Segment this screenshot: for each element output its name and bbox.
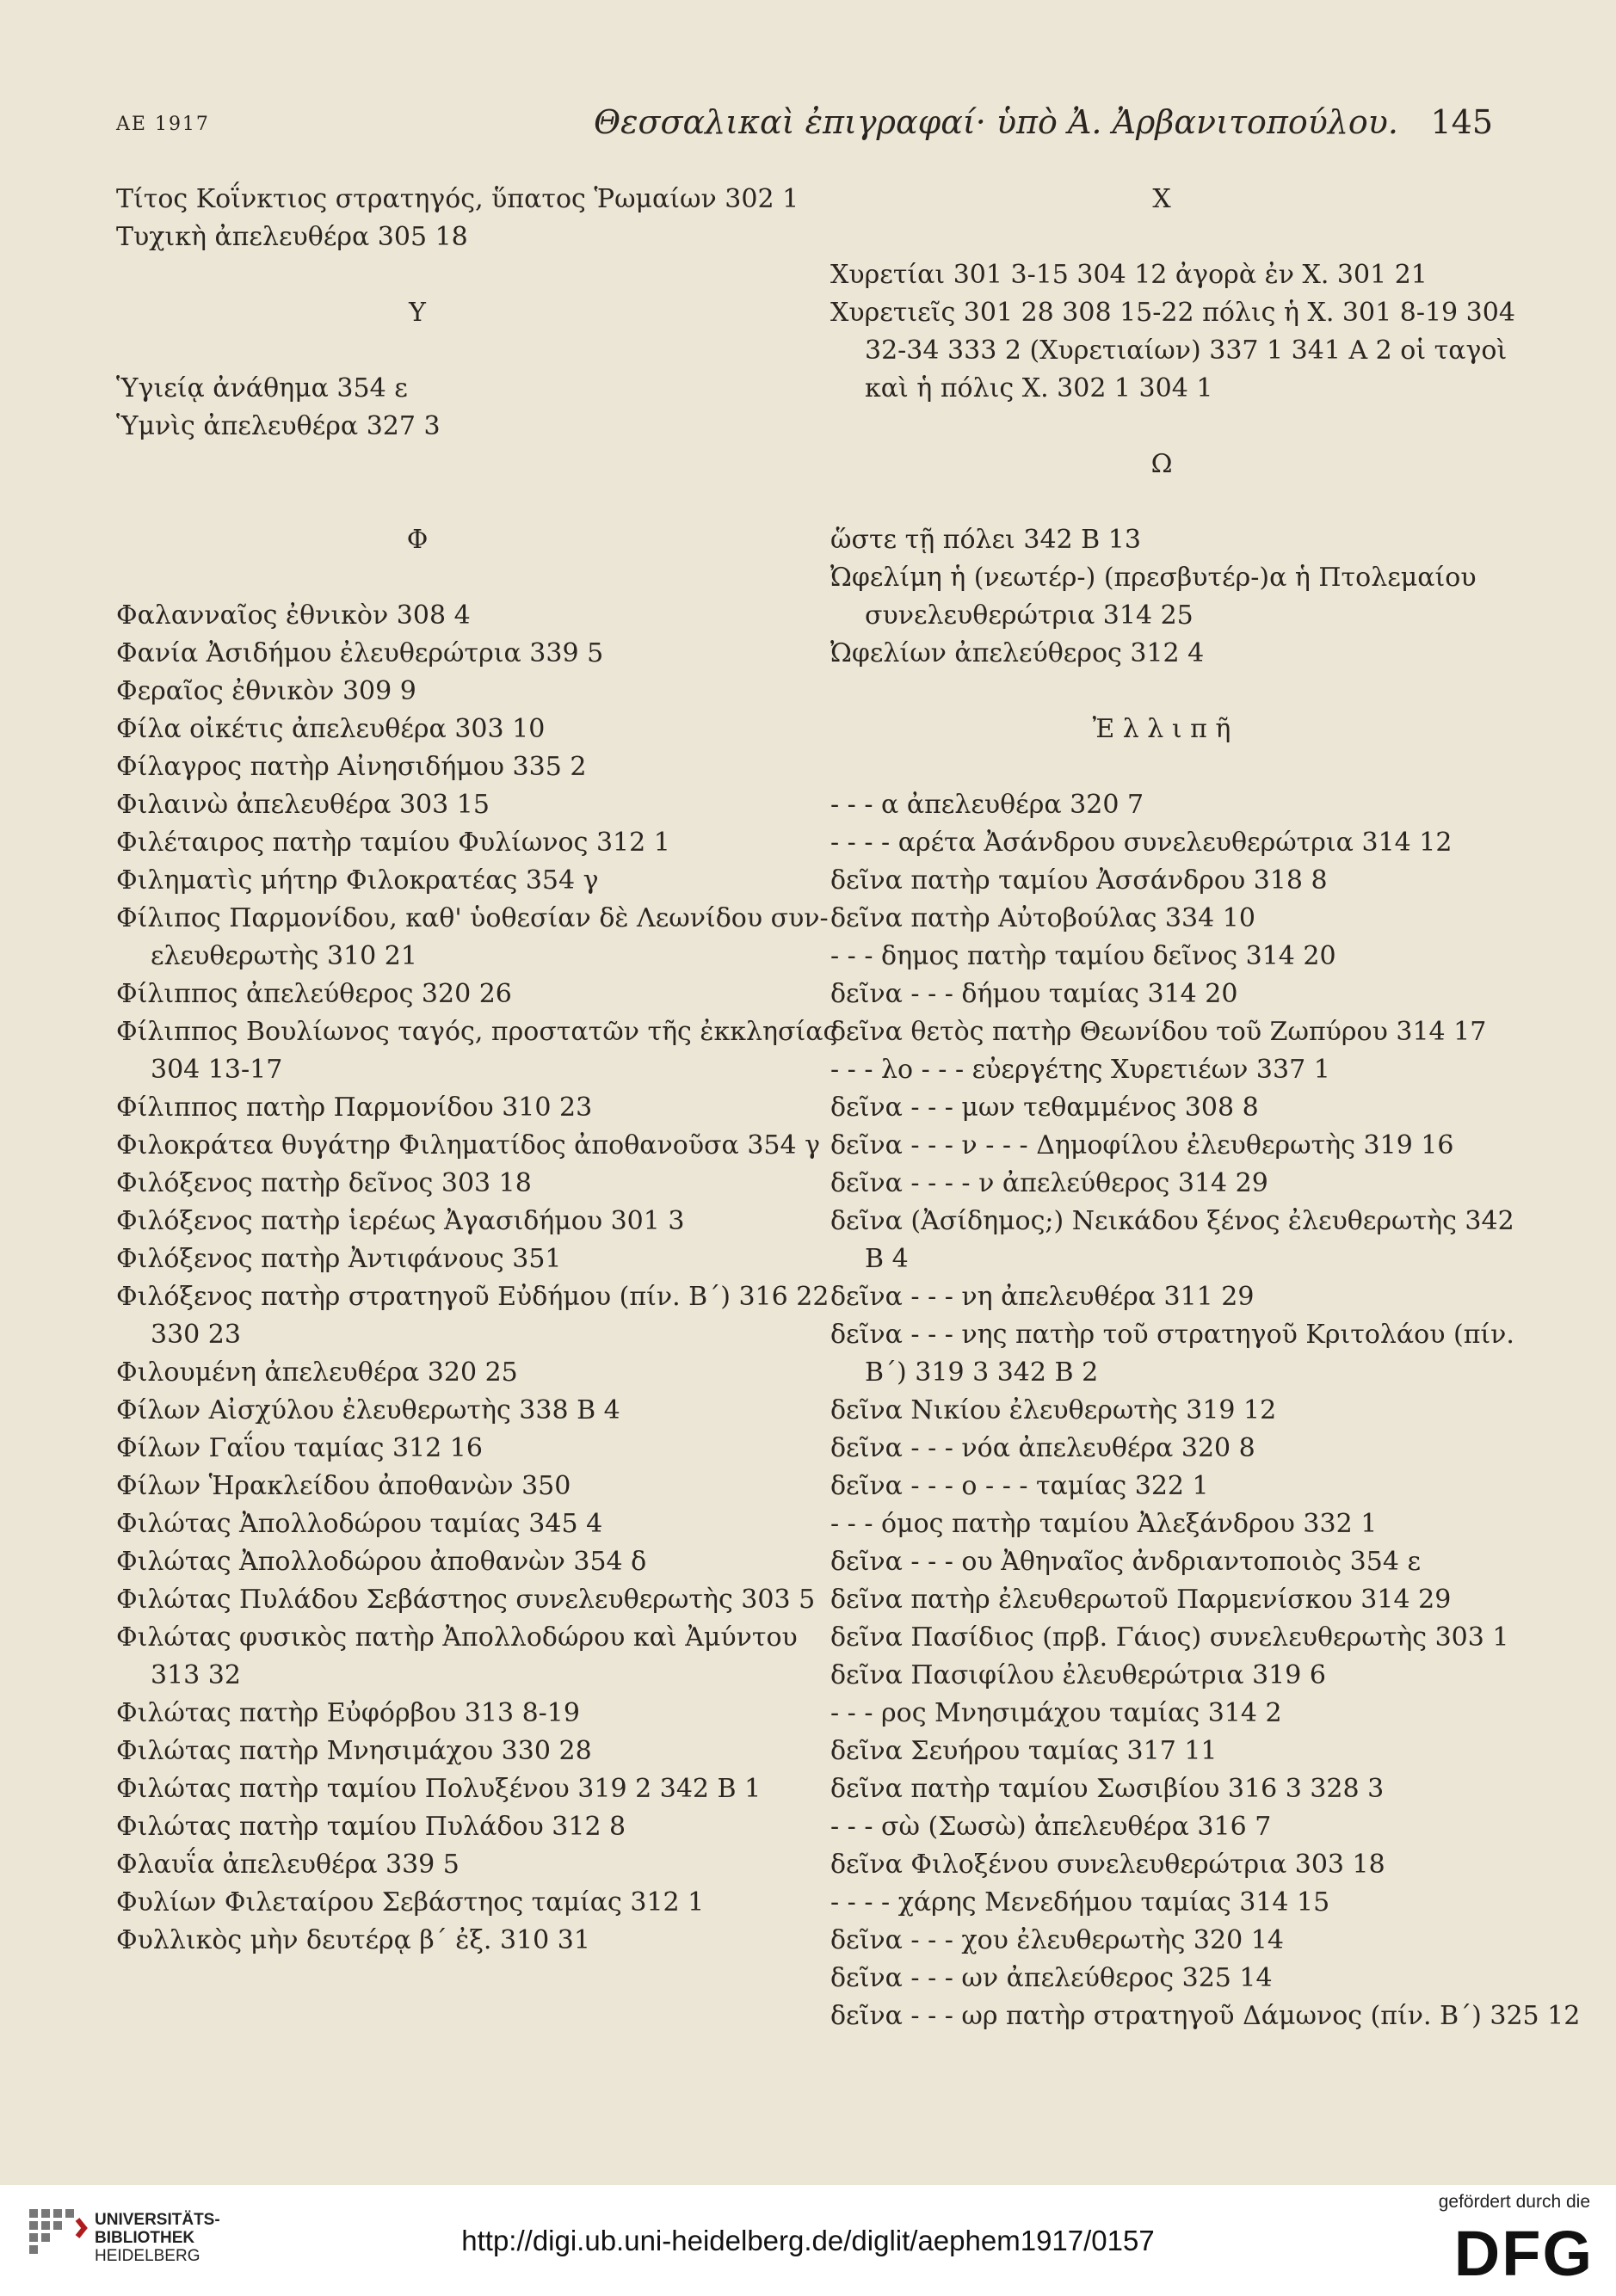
index-entry: δεῖνα πατὴρ ἐλευθερωτοῦ Παρμενίσκου 314 29 xyxy=(830,1585,1452,1615)
index-entry: Φλαυΐα ἀπελευθέρα 339 5 xyxy=(116,1850,460,1880)
index-entry: Ὠφελίων ἀπελεύθερος 312 4 xyxy=(830,638,1205,668)
section-letter-heading: Φ xyxy=(406,525,429,555)
index-entry: - - - - αρέτα Ἀσάνδρου συνελευθερώτρια 314 12 xyxy=(830,828,1453,858)
index-entry: - - - α ἀπελευθέρα 320 7 xyxy=(830,790,1144,820)
index-entry: Φιλώτας πατὴρ Εὐφόρβου 313 8-19 xyxy=(116,1698,580,1728)
index-entry: - - - σὼ (Σωσὼ) ἀπελευθέρα 316 7 xyxy=(830,1812,1272,1842)
index-entry: Φιλόξενος πατὴρ στρατηγοῦ Εὐδήμου (πίν. Β΄) 316 22 xyxy=(116,1282,830,1312)
spacer xyxy=(116,559,856,597)
spacer xyxy=(830,673,1510,711)
index-entry: Τίτος Κοΐνκτιος στρατηγός, ὕπατος Ῥωμαίων 302 1 xyxy=(116,184,799,214)
index-entry: δεῖνα Νικίου ἐλευθερωτὴς 319 12 xyxy=(830,1395,1277,1425)
index-entry: Φίλαγρος πατὴρ Αἰνησιδήμου 335 2 xyxy=(116,752,587,782)
section-letter-heading: Χ xyxy=(1152,184,1171,214)
index-entry: ὥστε τῇ πόλει 342 Β 13 xyxy=(830,525,1141,555)
index-entry: συνελευθερώτρια 314 25 xyxy=(865,600,1193,631)
index-entry: δεῖνα πατὴρ Αὐτοβούλας 334 10 xyxy=(830,903,1255,933)
index-entry: δεῖνα (Ἀσίδημος;) Νεικάδου ξένος ἐλευθερωτὴς 342 xyxy=(830,1206,1514,1236)
index-entry: Φιληματὶς μήτηρ Φιλοκρατέας 354 γ xyxy=(116,865,599,896)
spacer xyxy=(116,256,856,294)
index-entry: Φιλόξενος πατὴρ Ἀντιφάνους 351 xyxy=(116,1244,562,1274)
page-number: 145 xyxy=(1430,103,1493,141)
index-entry: Φίλιππος ἀπελεύθερος 320 26 xyxy=(116,979,512,1009)
index-entry: Φιλώτας πατὴρ ταμίου Πολυξένου 319 2 342 Β 1 xyxy=(116,1774,762,1804)
index-entry: Φαλανναῖος ἐθνικὸν 308 4 xyxy=(116,600,471,631)
index-entry: Ὠφελίμη ἡ (νεωτέρ-) (πρεσβυτέρ-)α ἡ Πτολεμαίου xyxy=(830,563,1477,593)
index-entry: Φυλίων Φιλεταίρου Σεβάστηος ταμίας 312 1 xyxy=(116,1887,705,1917)
index-entry: δεῖνα Πασίδιος (πρβ. Γάιος) συνελευθερωτὴς 303 1 xyxy=(830,1622,1509,1653)
index-entry: δεῖνα - - - νη ἀπελευθέρα 311 29 xyxy=(830,1282,1255,1312)
index-entry: Φιλοκράτεα θυγάτηρ Φιληματίδος ἀποθανοῦσα 354 γ xyxy=(116,1130,821,1160)
ub-line-2: BIBLIOTHEK xyxy=(95,2229,195,2247)
ub-line-3: HEIDELBERG xyxy=(95,2247,200,2265)
index-entry: 313 32 xyxy=(151,1660,241,1690)
index-entry: 330 23 xyxy=(151,1320,241,1350)
index-entry: Φιλουμένη ἀπελευθέρα 320 25 xyxy=(116,1357,518,1388)
index-entry: δεῖνα - - - νόα ἀπελευθέρα 320 8 xyxy=(830,1433,1255,1463)
index-entry: - - - όμος πατὴρ ταμίου Ἀλεξάνδρου 332 1 xyxy=(830,1509,1378,1539)
index-entry: δεῖνα πατὴρ ταμίου Ἀσσάνδρου 318 8 xyxy=(830,865,1328,896)
running-title: Θεσσαλικαὶ ἐπιγραφαί· ὑπὸ Ἀ. Ἀρβανιτοπούλου. xyxy=(594,103,1398,141)
footer-bar xyxy=(0,2185,1616,2296)
funding-label: gefördert durch die xyxy=(1438,2192,1590,2212)
index-entry: - - - λο - - - εὐεργέτης Χυρετιέων 337 1 xyxy=(830,1055,1330,1085)
index-entry: - - - ρος Μνησιμάχου ταμίας 314 2 xyxy=(830,1698,1282,1728)
index-entry: δεῖνα - - - ου Ἀθηναῖος ἀνδριαντοποιὸς 354 ε xyxy=(830,1547,1422,1577)
spacer xyxy=(116,483,856,521)
index-entry: Β΄) 319 3 342 Β 2 xyxy=(865,1357,1099,1388)
index-entry: δεῖνα - - - ν - - - Δημοφίλου ἐλευθερωτὴς 319 16 xyxy=(830,1130,1454,1160)
index-entry: δεῖνα - - - μων τεθαμμένος 308 8 xyxy=(830,1093,1259,1123)
index-entry: Φίλα οἰκέτις ἀπελευθέρα 303 10 xyxy=(116,714,546,744)
index-entry: Φιλαινὼ ἀπελευθέρα 303 15 xyxy=(116,790,490,820)
section-letter-heading: Υ xyxy=(409,298,426,328)
index-entry: ελευθερωτὴς 310 21 xyxy=(151,941,417,971)
index-entry: Ὑμνὶς ἀπελευθέρα 327 3 xyxy=(116,411,441,441)
index-entry: δεῖνα θετὸς πατὴρ Θεωνίδου τοῦ Ζωπύρου 314 17 xyxy=(830,1017,1487,1047)
index-entry: 32-34 333 2 (Χυρετιαίων) 337 1 341 Α 2 οἱ ταγοὶ xyxy=(865,335,1508,366)
index-entry: καὶ ἡ πόλις Χ. 302 1 304 1 xyxy=(865,373,1213,403)
journal-abbrev: ΑΕ 1917 xyxy=(116,114,210,135)
index-entry: Φιλώτας Ἀπολλοδώρου ἀποθανὼν 354 δ xyxy=(116,1547,647,1577)
index-entry: δεῖνα Φιλοξένου συνελευθερώτρια 303 18 xyxy=(830,1850,1385,1880)
section-letter-heading: Ἐ λ λ ι π ῆ xyxy=(1092,714,1231,744)
index-entry: δεῖνα Πασιφίλου ἐλευθερώτρια 319 6 xyxy=(830,1660,1326,1690)
index-entry: Φίλων Ἡρακλείδου ἀποθανὼν 350 xyxy=(116,1471,571,1501)
page-header xyxy=(116,102,1493,153)
index-entry: Φυλλικὸς μὴν δευτέρᾳ β΄ ἐξ. 310 31 xyxy=(116,1925,590,1955)
index-entry: δεῖνα - - - - ν ἀπελεύθερος 314 29 xyxy=(830,1168,1268,1198)
index-entry: Φίλων Γαΐου ταμίας 312 16 xyxy=(116,1433,483,1463)
index-entry: δεῖνα - - - ο - - - ταμίας 322 1 xyxy=(830,1471,1209,1501)
index-entry: δεῖνα - - - χου ἐλευθερωτὴς 320 14 xyxy=(830,1925,1284,1955)
index-entry: 304 13-17 xyxy=(151,1055,283,1085)
index-entry: δεῖνα - - - νης πατὴρ τοῦ στρατηγοῦ Κριτολάου (πίν. xyxy=(830,1320,1514,1350)
index-entry: δεῖνα πατὴρ ταμίου Σωσιβίου 316 3 328 3 xyxy=(830,1774,1385,1804)
index-entry: Φιλέταιρος πατὴρ ταμίου Φυλίωνος 312 1 xyxy=(116,828,670,858)
index-entry: Φιλώτας πατὴρ ταμίου Πυλάδου 312 8 xyxy=(116,1812,626,1842)
index-entry: Τυχικὴ ἀπελευθέρα 305 18 xyxy=(116,222,468,252)
index-entry: δεῖνα - - - ων ἀπελεύθερος 325 14 xyxy=(830,1963,1273,1993)
ub-line-1: UNIVERSITÄTS- xyxy=(95,2211,220,2229)
index-entry: Φιλώτας φυσικὸς πατὴρ Ἀπολλοδώρου καὶ Ἀμύντου xyxy=(116,1622,798,1653)
index-column-right xyxy=(830,181,1581,2035)
spacer xyxy=(830,219,1510,256)
index-entry: δεῖνα Σευήρου ταμίας 317 11 xyxy=(830,1736,1218,1766)
index-entry: Φίλων Αἰσχύλου ἐλευθερωτὴς 338 Β 4 xyxy=(116,1395,620,1425)
index-entry: Φιλόξενος πατὴρ ἱερέως Ἀγασιδήμου 301 3 xyxy=(116,1206,685,1236)
index-entry: - - - - χάρης Μενεδήμου ταμίας 314 15 xyxy=(830,1887,1330,1917)
index-entry: Φιλώτας Ἀπολλοδώρου ταμίας 345 4 xyxy=(116,1509,603,1539)
spacer xyxy=(116,332,856,370)
index-entry: - - - δημος πατὴρ ταμίου δεῖνος 314 20 xyxy=(830,941,1336,971)
index-entry: Β 4 xyxy=(865,1244,909,1274)
index-entry: Φιλόξενος πατὴρ δεῖνος 303 18 xyxy=(116,1168,532,1198)
index-entry: δεῖνα - - - δήμου ταμίας 314 20 xyxy=(830,979,1238,1009)
index-entry: Χυρετιεῖς 301 28 308 15-22 πόλις ἡ Χ. 301 8-19 304 xyxy=(830,298,1515,328)
index-entry: Φίλιππος πατὴρ Παρμονίδου 310 23 xyxy=(116,1093,593,1123)
dfg-logo: DFG xyxy=(1453,2218,1594,2289)
section-letter-heading: Ω xyxy=(1150,449,1173,479)
spacer xyxy=(830,748,1510,786)
index-entry: Φεραῖος ἐθνικὸν 309 9 xyxy=(116,676,416,706)
spacer xyxy=(830,483,1510,521)
index-column-left xyxy=(116,181,856,1960)
index-entry: Ὑγιείᾳ ἀνάθημα 354 ε xyxy=(116,373,408,403)
index-entry: δεῖνα - - - ωρ πατὴρ στρατηγοῦ Δάμωνος (πίν. Β΄) 325 12 xyxy=(830,2001,1581,2031)
index-entry: Χυρετίαι 301 3-15 304 12 ἀγορὰ ἐν Χ. 301 21 xyxy=(830,260,1428,290)
spacer xyxy=(116,446,856,483)
permalink-url[interactable]: http://digi.ub.uni-heidelberg.de/diglit/aephem1917/0157 xyxy=(461,2225,1155,2256)
spacer xyxy=(830,408,1510,446)
index-entry: Φίλιπος Παρμονίδου, καθ' ὑοθεσίαν δὲ Λεωνίδου συν- xyxy=(116,903,829,933)
index-entry: Φίλιππος Βουλίωνος ταγός, προστατῶν τῆς ἐκκλησίας xyxy=(116,1017,838,1047)
index-entry: Φιλώτας Πυλάδου Σεβάστηος συνελευθερωτὴς 303 5 xyxy=(116,1585,816,1615)
index-entry: Φιλώτας πατὴρ Μνησιμάχου 330 28 xyxy=(116,1736,592,1766)
index-entry: Φανία Ἀσιδήμου ἐλευθερώτρια 339 5 xyxy=(116,638,604,668)
